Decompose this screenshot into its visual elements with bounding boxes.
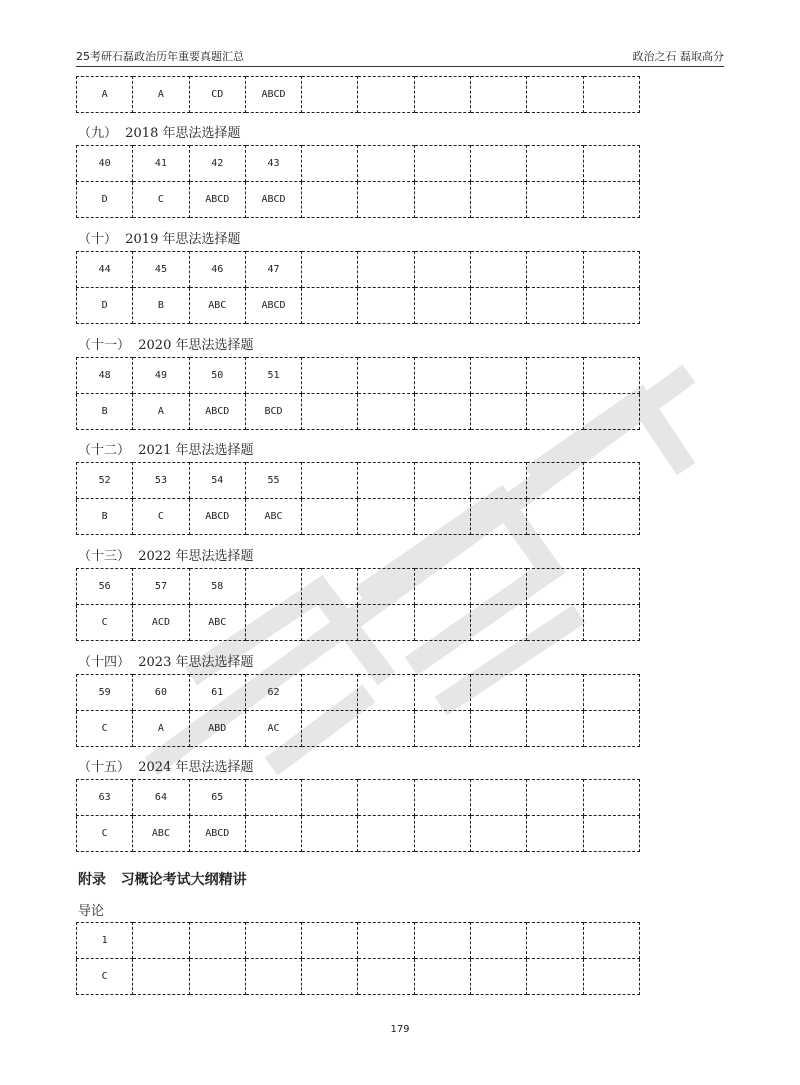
table-cell: [583, 358, 639, 394]
table-cell: [414, 252, 470, 288]
table-cell: [527, 288, 583, 324]
table-cell: B: [77, 499, 133, 535]
table-cell: ABCD: [245, 77, 301, 113]
table-cell: [302, 252, 358, 288]
table-cell: [471, 252, 527, 288]
page-number: 179: [390, 1024, 410, 1035]
table-cell: 55: [245, 463, 301, 499]
table-cell: [583, 252, 639, 288]
table-cell: 60: [133, 675, 189, 711]
table-cell: [583, 605, 639, 641]
table-cell: [302, 499, 358, 535]
table-cell: [414, 463, 470, 499]
table-cell: 49: [133, 358, 189, 394]
table-cell: [358, 923, 414, 959]
table-cell: [358, 252, 414, 288]
table-cell: [527, 780, 583, 816]
table-cell: [471, 780, 527, 816]
table-cell: [414, 959, 470, 995]
table-cell: [302, 182, 358, 218]
table-cell: [527, 463, 583, 499]
header-title: 25考研石磊政治历年重要真题汇总: [76, 50, 244, 63]
table-cell: [414, 394, 470, 430]
table-cell: [189, 959, 245, 995]
table-cell: [527, 711, 583, 747]
table-cell: [358, 605, 414, 641]
table-cell: [471, 77, 527, 113]
table-cell: [583, 146, 639, 182]
table-cell: [358, 146, 414, 182]
table-cell: 61: [189, 675, 245, 711]
table-cell: [414, 923, 470, 959]
table-cell: [358, 780, 414, 816]
table-cell: [471, 711, 527, 747]
table-cell: D: [77, 288, 133, 324]
table-cell: 1: [77, 923, 133, 959]
answer-table: [76, 568, 640, 641]
answer-table: [76, 462, 640, 535]
answer-table: [76, 674, 640, 747]
intro-label: 导论: [78, 904, 105, 919]
table-cell: [471, 816, 527, 852]
table-cell: [414, 711, 470, 747]
table-cell: 52: [77, 463, 133, 499]
table-cell: ACD: [133, 605, 189, 641]
table-cell: [358, 675, 414, 711]
table-cell: [583, 675, 639, 711]
table-cell: [245, 780, 301, 816]
table-cell: [414, 77, 470, 113]
table-cell: B: [133, 288, 189, 324]
table-cell: C: [77, 816, 133, 852]
table-cell: [245, 923, 301, 959]
table-cell: A: [133, 711, 189, 747]
table-cell: CD: [189, 77, 245, 113]
table-cell: ABCD: [245, 288, 301, 324]
table-cell: [583, 816, 639, 852]
table-cell: [583, 959, 639, 995]
table-cell: [414, 780, 470, 816]
table-row: [77, 780, 640, 816]
table-cell: [471, 288, 527, 324]
table-cell: [414, 605, 470, 641]
table-cell: [527, 569, 583, 605]
table-cell: [358, 463, 414, 499]
table-cell: C: [133, 182, 189, 218]
table-cell: [471, 605, 527, 641]
table-cell: A: [133, 77, 189, 113]
table-cell: 57: [133, 569, 189, 605]
table-cell: [527, 959, 583, 995]
table-cell: 54: [189, 463, 245, 499]
table-cell: [133, 959, 189, 995]
table-cell: [583, 77, 639, 113]
table-cell: [189, 923, 245, 959]
table-cell: [583, 288, 639, 324]
table-cell: [302, 77, 358, 113]
answer-table: [76, 145, 640, 218]
table-cell: [414, 288, 470, 324]
table-cell: [133, 923, 189, 959]
answer-table-intro: [76, 922, 640, 995]
table-cell: ABCD: [245, 182, 301, 218]
table-cell: 65: [189, 780, 245, 816]
table-cell: [527, 358, 583, 394]
table-cell: ABC: [245, 499, 301, 535]
table-row: [77, 77, 640, 113]
table-cell: [302, 675, 358, 711]
table-cell: B: [77, 394, 133, 430]
table-cell: [358, 959, 414, 995]
table-cell: [583, 463, 639, 499]
table-cell: [471, 675, 527, 711]
table-cell: 51: [245, 358, 301, 394]
table-row: [77, 358, 640, 394]
answer-table: [76, 779, 640, 852]
table-cell: [358, 182, 414, 218]
table-cell: [358, 394, 414, 430]
table-cell: [471, 146, 527, 182]
table-cell: [302, 780, 358, 816]
table-cell: 42: [189, 146, 245, 182]
table-cell: ABC: [189, 605, 245, 641]
table-row: [77, 959, 640, 995]
table-row: [77, 252, 640, 288]
table-cell: C: [77, 605, 133, 641]
section-title: （十三） 2022 年思法选择题: [78, 549, 254, 564]
table-cell: 48: [77, 358, 133, 394]
table-cell: [527, 182, 583, 218]
table-cell: [471, 923, 527, 959]
table-cell: 56: [77, 569, 133, 605]
table-cell: [358, 816, 414, 852]
table-cell: [527, 77, 583, 113]
table-cell: [245, 569, 301, 605]
table-cell: C: [77, 711, 133, 747]
table-cell: 44: [77, 252, 133, 288]
table-cell: [527, 499, 583, 535]
table-cell: [302, 146, 358, 182]
answer-table: [76, 357, 640, 430]
table-cell: [302, 923, 358, 959]
table-cell: [245, 959, 301, 995]
table-cell: 62: [245, 675, 301, 711]
table-cell: [527, 605, 583, 641]
table-row: [77, 923, 640, 959]
table-row: [77, 816, 640, 852]
table-cell: [471, 499, 527, 535]
table-cell: [358, 499, 414, 535]
table-cell: [358, 569, 414, 605]
table-row: [77, 288, 640, 324]
table-row: [77, 182, 640, 218]
table-row: [77, 675, 640, 711]
table-cell: ABC: [189, 288, 245, 324]
table-cell: 59: [77, 675, 133, 711]
table-cell: [527, 394, 583, 430]
table-row: [77, 499, 640, 535]
answer-table-continued: [76, 76, 640, 113]
table-cell: C: [133, 499, 189, 535]
table-cell: 40: [77, 146, 133, 182]
table-cell: [358, 358, 414, 394]
answer-table: [76, 251, 640, 324]
table-cell: BCD: [245, 394, 301, 430]
section-title: （九） 2018 年思法选择题: [78, 126, 241, 141]
section-title: （十一） 2020 年思法选择题: [78, 338, 254, 353]
table-cell: [583, 780, 639, 816]
table-cell: [471, 569, 527, 605]
table-cell: [414, 816, 470, 852]
table-cell: [471, 463, 527, 499]
table-cell: [414, 499, 470, 535]
table-cell: [527, 923, 583, 959]
table-row: [77, 605, 640, 641]
table-cell: [302, 711, 358, 747]
table-cell: [527, 816, 583, 852]
table-cell: [302, 288, 358, 324]
table-cell: 64: [133, 780, 189, 816]
table-cell: 45: [133, 252, 189, 288]
section-title: （十四） 2023 年思法选择题: [78, 655, 254, 670]
table-cell: C: [77, 959, 133, 995]
table-cell: 53: [133, 463, 189, 499]
table-cell: 50: [189, 358, 245, 394]
table-cell: ABCD: [189, 182, 245, 218]
table-cell: [583, 569, 639, 605]
table-cell: [583, 394, 639, 430]
table-cell: [302, 605, 358, 641]
table-cell: [414, 569, 470, 605]
table-cell: [302, 358, 358, 394]
table-cell: 43: [245, 146, 301, 182]
table-row: [77, 146, 640, 182]
header-slogan: 政治之石 磊取高分: [632, 50, 724, 63]
table-cell: [527, 675, 583, 711]
table-cell: [583, 711, 639, 747]
table-cell: 41: [133, 146, 189, 182]
table-cell: ABD: [189, 711, 245, 747]
table-cell: [358, 288, 414, 324]
table-cell: A: [77, 77, 133, 113]
table-cell: [358, 77, 414, 113]
table-row: [77, 463, 640, 499]
table-cell: ABCD: [189, 499, 245, 535]
table-cell: [471, 182, 527, 218]
table-cell: [583, 923, 639, 959]
table-cell: [471, 394, 527, 430]
section-title: （十） 2019 年思法选择题: [78, 232, 241, 247]
table-cell: [471, 959, 527, 995]
table-cell: ABCD: [189, 394, 245, 430]
table-cell: [245, 816, 301, 852]
table-cell: [245, 605, 301, 641]
table-cell: [358, 711, 414, 747]
table-row: [77, 394, 640, 430]
table-cell: [302, 959, 358, 995]
table-cell: [527, 252, 583, 288]
table-cell: [527, 146, 583, 182]
table-cell: [471, 358, 527, 394]
table-row: [77, 569, 640, 605]
table-cell: AC: [245, 711, 301, 747]
table-cell: [302, 816, 358, 852]
table-cell: [414, 182, 470, 218]
table-cell: [583, 499, 639, 535]
table-cell: D: [77, 182, 133, 218]
table-cell: 58: [189, 569, 245, 605]
table-cell: A: [133, 394, 189, 430]
table-cell: ABC: [133, 816, 189, 852]
table-cell: [302, 394, 358, 430]
table-cell: ABCD: [189, 816, 245, 852]
table-cell: 47: [245, 252, 301, 288]
table-cell: [302, 463, 358, 499]
table-cell: [583, 182, 639, 218]
page-header: [76, 50, 724, 67]
table-row: [77, 711, 640, 747]
table-cell: 63: [77, 780, 133, 816]
table-cell: [414, 358, 470, 394]
table-cell: [414, 675, 470, 711]
appendix-title: 附录 习概论考试大纲精讲: [78, 872, 247, 888]
section-title: （十五） 2024 年思法选择题: [78, 760, 254, 775]
section-title: （十二） 2021 年思法选择题: [78, 443, 254, 458]
table-cell: [302, 569, 358, 605]
table-cell: [414, 146, 470, 182]
table-cell: 46: [189, 252, 245, 288]
